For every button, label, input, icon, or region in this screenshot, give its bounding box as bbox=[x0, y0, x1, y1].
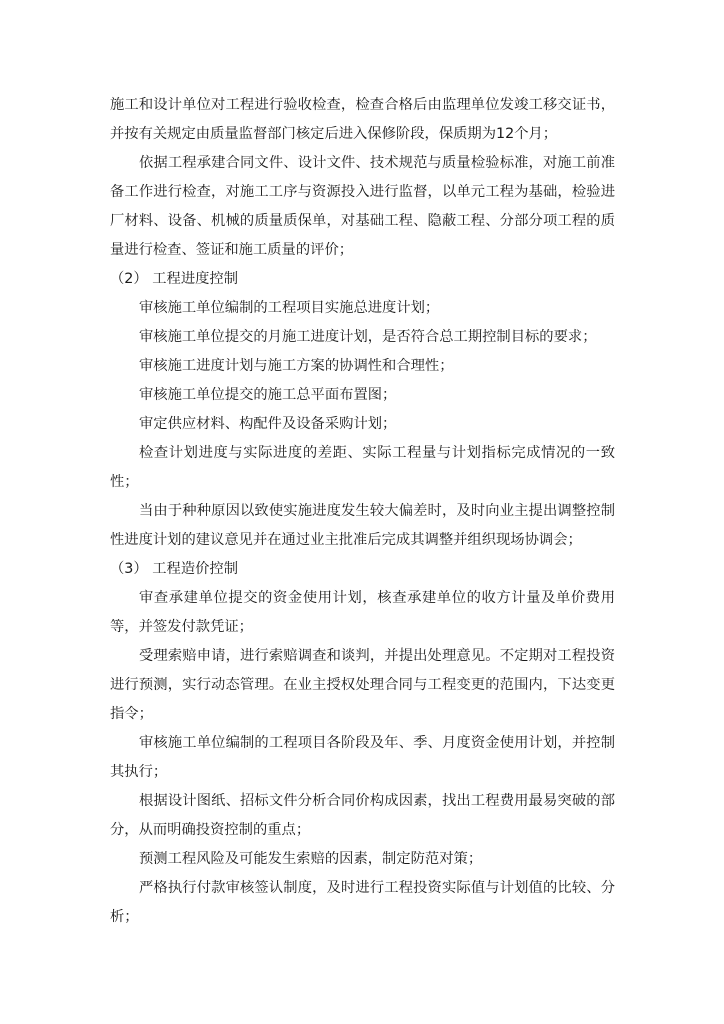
paragraph-risk-prediction: 预测工程风险及可能发生索赔的因素，制定防范对策； bbox=[139, 851, 483, 867]
paragraph-review-coordination: 审核施工进度计划与施工方案的协调性和合理性； bbox=[139, 358, 454, 374]
paragraph-procurement-plan: 审定供应材料、构配件及设备采购计划； bbox=[139, 416, 397, 432]
paragraph-review-monthly-schedule: 审核施工单位提交的月施工进度计划，是否符合总工期控制目标的要求； bbox=[139, 329, 597, 345]
paragraph-payment-approval: 严格执行付款审核签认制度，及时进行工程投资实际值与计划值的比较、分析； bbox=[110, 880, 615, 925]
paragraph-phase-fund-plan: 审核施工单位编制的工程项目各阶段及年、季、月度资金使用计划，并控制其执行； bbox=[110, 735, 615, 780]
paragraph-acceptance: 施工和设计单位对工程进行验收检查，检查合格后由监理单位发竣工移交证书，并按有关规定由质量监督部门核定后进入保修阶段，保质期为12个月； bbox=[110, 97, 615, 142]
paragraph-cost-analysis: 根据设计图纸、招标文件分析合同价构成因素，找出工程费用最易突破的部分，从而明确投资控制的重点； bbox=[110, 793, 615, 838]
paragraph-schedule-adjustment: 当由于种种原因以致使实施进度发生较大偏差时，及时向业主提出调整控制性进度计划的建议意见并在通过业主批准后完成其调整并组织现场协调会； bbox=[110, 503, 615, 548]
paragraph-fund-plan-review: 审查承建单位提交的资金使用计划，核查承建单位的收方计量及单价费用等，并签发付款凭证； bbox=[110, 590, 615, 635]
paragraph-progress-gap-check: 检查计划进度与实际进度的差距、实际工程量与计划指标完成情况的一致性； bbox=[110, 445, 615, 490]
section-heading-cost-control: （3） 工程造价控制 bbox=[110, 561, 239, 577]
document-page bbox=[110, 91, 615, 932]
paragraph-review-site-layout: 审核施工单位提交的施工总平面布置图； bbox=[139, 387, 397, 403]
section-heading-progress-control: （2） 工程进度控制 bbox=[110, 271, 239, 287]
paragraph-review-master-schedule: 审核施工单位编制的工程项目实施总进度计划； bbox=[139, 300, 440, 316]
paragraph-quality-inspection: 依据工程承建合同文件、设计文件、技术规范与质量检验标准，对施工前准备工作进行检查，对施工工序与资源投入进行监督，以单元工程为基础，检验进厂材料、设备、机械的质量质保单，对基础工程、隐蔽工程、分部分项工程的质量进行检查、签证和施工质量的评价； bbox=[110, 155, 615, 258]
paragraph-claims-handling: 受理索赔申请，进行索赔调查和谈判，并提出处理意见。不定期对工程投资进行预测，实行动态管理。在业主授权处理合同与工程变更的范围内，下达变更指令； bbox=[110, 648, 615, 722]
